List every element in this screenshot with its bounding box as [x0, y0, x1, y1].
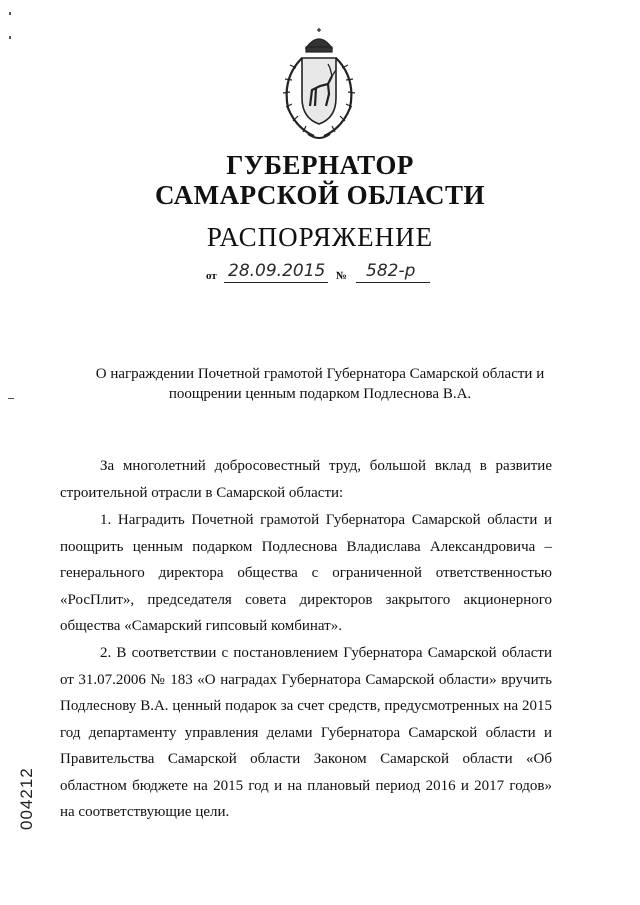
body-paragraph-intro: За многолетний добросовестный труд, большой вклад в развитие строительной отрасли в Самарской области:	[60, 458, 552, 501]
scan-mark	[9, 12, 11, 15]
scan-mark	[8, 398, 14, 399]
number-underline	[356, 282, 430, 283]
handwritten-number: 582-р	[366, 261, 416, 281]
samara-coat-of-arms-icon	[268, 28, 370, 144]
body-paragraph-1: 1. Наградить Почетной грамотой Губернатора Самарской области и поощрить ценным подарком Подлеснова Владислава Александровича – генерального директора общества с ограниченной ответственностью «РосПлит», председателя совета директоров закрытого акционерного общества «Самарский гипсовый комбинат».	[60, 512, 552, 634]
page-title-line2: САМАРСКОЙ ОБЛАСТИ	[154, 180, 486, 210]
margin-serial-number: 004212	[17, 767, 36, 830]
document-subject: О награждении Почетной грамотой Губернатора Самарской области и поощрении ценным подарком Подлеснова В.А.	[95, 366, 545, 402]
number-prefix: №	[336, 270, 348, 282]
scan-mark	[9, 36, 11, 39]
date-underline	[224, 282, 328, 283]
page-title-line1: ГУБЕРНАТОР	[226, 150, 414, 180]
body-paragraph-2: 2. В соответствии с постановлением Губернатора Самарской области от 31.07.2006 № 183 «О наградах Губернатора Самарской области» вручить Подлеснову В.А. ценный подарок за счет средств, предусмотренных на 2015 год департаменту управления делами Губернатора Самарской области и Правительства Самарской области Законом Самарской области «Об областном бюджете на 2015 год и на плановый период 2016 и 2017 годов» на соответствующие цели.	[60, 645, 552, 820]
date-number-line	[200, 258, 460, 286]
handwritten-date: 28.09.2015	[228, 261, 326, 281]
document-type: РАСПОРЯЖЕНИЕ	[206, 222, 434, 252]
date-prefix: от	[206, 270, 217, 282]
